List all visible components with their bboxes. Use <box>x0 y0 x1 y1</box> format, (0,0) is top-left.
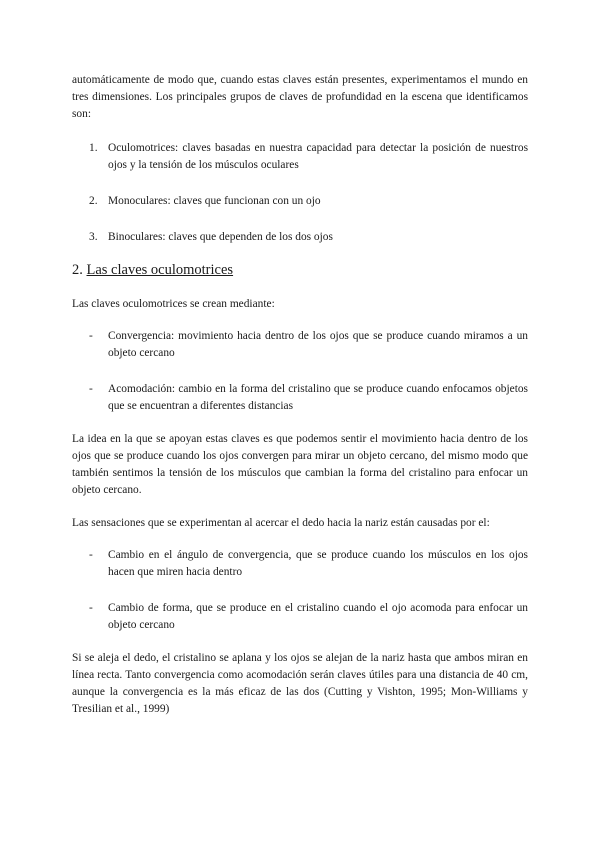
list-item-text: Acomodación: cambio en la forma del cristalino que se produce cuando enfocamos objetos que se encuentran a diferentes distancias <box>108 383 528 412</box>
list-item-text: Binoculares: claves que dependen de los dos ojos <box>108 231 333 243</box>
sensations-list <box>72 547 528 634</box>
list-item-text: Convergencia: movimiento hacia dentro de los ojos que se produce cuando miramos a un objeto cercano <box>108 330 528 359</box>
section-number: 2. <box>72 262 83 278</box>
document-page <box>72 72 528 718</box>
oculomotor-cues-list <box>72 328 528 415</box>
list-item <box>72 600 528 634</box>
list-item-text: Oculomotrices: claves basadas en nuestra capacidad para detectar la posición de nuestros ojos y la tensión de los músculos oculares <box>108 142 528 171</box>
list-item-text: Cambio en el ángulo de convergencia, que se produce cuando los músculos en los ojos hacen que miren hacia dentro <box>108 549 528 578</box>
dash-bullet: - <box>89 602 93 614</box>
idea-paragraph: La idea en la que se apoyan estas claves es que podemos sentir el movimiento hacia dentro de los ojos que se produce cuando los ojos convergen para mirar un objeto cercano, del mismo modo que también sentimos la tensión de los músculos que cambian la forma del cristalino para enfocar un objeto cercano. <box>72 433 528 496</box>
dash-bullet: - <box>89 330 93 342</box>
list-number: 3. <box>89 231 98 243</box>
list-number: 2. <box>89 195 98 207</box>
sensations-paragraph: Las sensaciones que se experimentan al acercar el dedo hacia la nariz están causadas por el: <box>72 517 490 529</box>
created-by-paragraph: Las claves oculomotrices se crean mediante: <box>72 298 275 310</box>
list-item <box>72 328 528 362</box>
section-title: Las claves oculomotrices <box>86 262 234 278</box>
list-item <box>72 229 528 246</box>
section-heading <box>72 260 528 280</box>
list-number: 1. <box>89 142 98 154</box>
depth-cue-groups-list <box>72 140 528 246</box>
list-item <box>72 193 528 210</box>
list-item-text: Cambio de forma, que se produce en el cristalino cuando el ojo acomoda para enfocar un objeto cercano <box>108 602 528 631</box>
list-item <box>72 140 528 174</box>
list-item <box>72 381 528 415</box>
final-paragraph: Si se aleja el dedo, el cristalino se aplana y los ojos se alejan de la nariz hasta que ambos miran en línea recta. Tanto convergencia como acomodación serán claves útiles para una distancia de 40 cm, aunque la convergencia es la más eficaz de las dos (Cutting y Vishton, 1995; Mon-Williams y Tresilian et al., 1999) <box>72 652 528 715</box>
dash-bullet: - <box>89 549 93 561</box>
list-item-text: Monoculares: claves que funcionan con un ojo <box>108 195 321 207</box>
dash-bullet: - <box>89 383 93 395</box>
list-item <box>72 547 528 581</box>
intro-paragraph: automáticamente de modo que, cuando estas claves están presentes, experimentamos el mundo en tres dimensiones. Los principales grupos de claves de profundidad en la escena que identificamos son: <box>72 74 528 120</box>
